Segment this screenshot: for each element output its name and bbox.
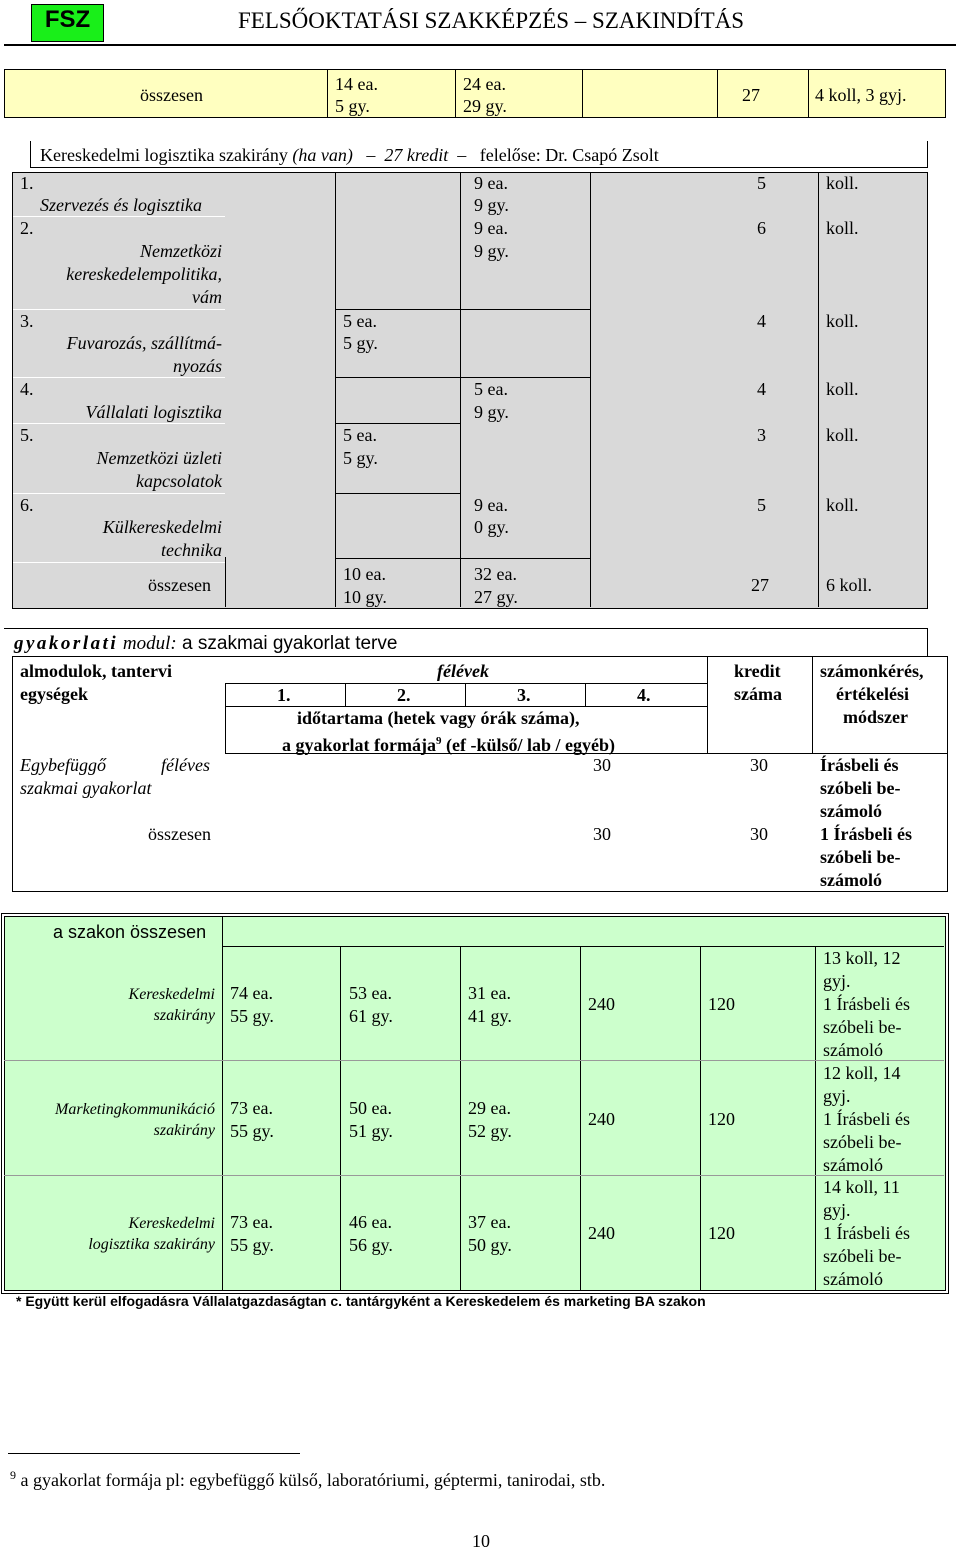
logistics-row-6-name-1: Külkereskedelmi [102,517,222,537]
practice-semester-1: 1. [277,685,291,705]
summary-row-2-c3-gy: 52 gy. [468,1121,512,1141]
summary-row-3-name-1: Kereskedelmi [128,1215,215,1232]
logistics-total-assess: 6 koll. [826,575,873,595]
summary-row-3-c1-ea: 73 ea. [230,1212,273,1232]
summary-row-2-name-1: Marketingkommunikáció [55,1101,215,1118]
summary-row-2-c1-gy: 55 gy. [230,1121,274,1141]
summary-row-3-c3-ea: 37 ea. [468,1212,511,1232]
logistics-row-1-kredit: 5 [757,173,766,193]
logistics-row-3-kredit: 4 [757,311,766,331]
logistics-row-5-s1-gy: 5 gy. [343,448,378,468]
summary-row-2-assess: 12 koll, 14 gyj. 1 Írásbeli és szóbeli be- számoló [823,1063,910,1175]
summary-row-1-assess: 13 koll, 12 gyj. 1 Írásbeli és szóbeli be- számoló [823,948,910,1060]
practice-total-assess-3: számoló [820,870,882,890]
logistics-row-6-assess: koll. [826,495,859,515]
logistics-row-4-s2-ea: 5 ea. [474,379,508,399]
practice-col-semesters: félévek [437,661,489,681]
logistics-row-4-kredit: 4 [757,379,766,399]
practice-row-assess-1: Írásbeli és [820,755,899,775]
summary-row-3-kredit: 120 [708,1223,735,1243]
top-total-sem2-gy: 29 gy. [463,96,507,116]
practice-col-units-2: egységek [20,684,88,704]
logistics-row-6-s2-gy: 0 gy. [474,517,509,537]
summary-row-3-c2-ea: 46 ea. [349,1212,392,1232]
summary-row-3-hours: 240 [588,1223,615,1243]
logistics-row-3-name-1: Fuvarozás, szállítmá- [66,333,222,353]
top-total-kredit: 27 [742,85,760,105]
logistics-row-3-name-2: nyozás [173,356,222,376]
logistics-row-4-s2-gy: 9 gy. [474,402,509,422]
document-title: FELSŐOKTATÁSI SZAKKÉPZÉS – SZAKINDÍTÁS [238,8,745,33]
practice-semester-3: 3. [517,685,531,705]
summary-row-2-name-2: szakirány [153,1122,215,1139]
logistics-row-1-s2-ea: 9 ea. [474,173,508,193]
practice-col-assess-1: számonkérés, [820,661,924,681]
practice-semester-4: 4. [637,685,651,705]
summary-row-1-c3-ea: 31 ea. [468,983,511,1003]
logistics-row-5-name-1: Nemzetközi üzleti [96,448,222,468]
practice-col-assess-2: értékelési [836,684,909,704]
practice-row-name-2: féléves [161,755,210,775]
summary-row-1-kredit: 120 [708,994,735,1014]
practice-col-assess-3: módszer [843,707,908,727]
summary-row-2-c1-ea: 73 ea. [230,1098,273,1118]
practice-total-kredit: 30 [750,824,768,844]
summary-row-1-name-2: szakirány [153,1007,215,1024]
practice-duration-2: a gyakorlat formája$^9$ (ef -külső/ lab / egyéb) [282,735,615,755]
logistics-row-2-kredit: 6 [757,218,766,238]
logistics-row-5-name-2: kapcsolatok [136,471,222,491]
specialization-header: Kereskedelmi logisztika szakirány (ha van) – 27 kredit – felelőse: Dr. Csapó Zsolt [40,145,659,165]
logistics-total-kredit: 27 [751,575,769,595]
summary-row-1-name-1: Kereskedelmi [128,986,215,1003]
top-total-sem1-ea: 14 ea. [335,74,378,94]
logistics-row-4-num: 4. [20,379,34,399]
summary-row-3-c3-gy: 50 gy. [468,1235,512,1255]
practice-row-name-1: Egybefüggő [20,755,106,775]
logistics-row-1-num: 1. [20,173,34,193]
practice-total-assess-1: 1 Írásbeli és [820,824,912,844]
practice-total-label: összesen [148,824,211,844]
top-total-assess: 4 koll, 3 gyj. [815,85,907,105]
logistics-row-2-name-3: vám [192,287,222,307]
logistics-total-s1-gy: 10 gy. [343,587,387,607]
logistics-row-5-kredit: 3 [757,425,766,445]
logistics-row-4-name: Vállalati logisztika [85,402,222,422]
practice-row-assess-3: számoló [820,801,882,821]
practice-semester-2: 2. [397,685,411,705]
logistics-total-s2-gy: 27 gy. [474,587,518,607]
logistics-row-1-name: Szervezés és logisztika [40,195,202,215]
summary-row-1-c2-gy: 61 gy. [349,1006,393,1026]
logistics-row-3-s1-gy: 5 gy. [343,333,378,353]
logistics-row-3-num: 3. [20,311,34,331]
logistics-row-2-name-2: kereskedelempolitika, [66,264,222,284]
summary-note: * Együtt kerül elfogadásra Vállalatgazdaságtan c. tantárgyként a Kereskedelem és marketing BA szakon [16,1293,706,1309]
logistics-row-6-s2-ea: 9 ea. [474,495,508,515]
logistics-row-6-name-2: technika [161,540,222,560]
practice-duration-1: időtartama (hetek vagy órák száma), [297,708,580,728]
footnote: $^9$ a gyakorlat formája pl: egybefüggő külső, laboratóriumi, géptermi, tanirodai, stb. [10,1468,606,1490]
summary-row-2-c2-gy: 51 gy. [349,1121,393,1141]
logistics-total-label: összesen [148,575,211,595]
summary-title: a szakon összesen [53,922,207,942]
logistics-row-2-s2-ea: 9 ea. [474,218,508,238]
logistics-row-2-s2-gy: 9 gy. [474,241,509,261]
summary-row-3-assess: 14 koll, 11 gyj. 1 Írásbeli és szóbeli be- számoló [823,1177,910,1289]
summary-row-2-c3-ea: 29 ea. [468,1098,511,1118]
practice-row-kredit: 30 [750,755,768,775]
practice-row-value: 30 [593,755,611,775]
practice-row-assess-2: szóbeli be- [820,778,901,798]
summary-row-3-name-2: logisztika szakirány [88,1236,215,1253]
logistics-row-2-num: 2. [20,218,34,238]
summary-row-2-hours: 240 [588,1109,615,1129]
practice-col-kredit-2: száma [734,684,782,704]
logistics-row-6-num: 6. [20,495,34,515]
logistics-row-6-kredit: 5 [757,495,766,515]
summary-row-2-c2-ea: 50 ea. [349,1098,392,1118]
logistics-row-1-s2-gy: 9 gy. [474,195,509,215]
top-total-sem2-ea: 24 ea. [463,74,506,94]
logistics-table [12,172,928,609]
summary-row-1-c2-ea: 53 ea. [349,983,392,1003]
summary-row-1-c1-gy: 55 gy. [230,1006,274,1026]
top-total-sem1-gy: 5 gy. [335,96,370,116]
summary-row-3-c2-gy: 56 gy. [349,1235,393,1255]
top-total-label: összesen [140,85,203,105]
practice-col-units-1: almodulok, tantervi [20,661,173,681]
logistics-row-5-assess: koll. [826,425,859,445]
practice-total-value: 30 [593,824,611,844]
logistics-row-3-assess: koll. [826,311,859,331]
summary-row-3-c1-gy: 55 gy. [230,1235,274,1255]
page-number: 10 [472,1531,490,1551]
logistics-row-2-assess: koll. [826,218,859,238]
practice-table [12,656,948,892]
logistics-row-1-assess: koll. [826,173,859,193]
logistics-row-4-assess: koll. [826,379,859,399]
logistics-row-5-s1-ea: 5 ea. [343,425,377,445]
practice-total-assess-2: szóbeli be- [820,847,901,867]
summary-row-2-kredit: 120 [708,1109,735,1129]
logistics-total-s1-ea: 10 ea. [343,564,386,584]
practice-row-name-3: szakmai gyakorlat [20,778,152,798]
practice-col-kredit-1: kredit [734,661,781,681]
logistics-total-s2-ea: 32 ea. [474,564,517,584]
fsz-badge-label: FSZ [44,6,91,33]
logistics-row-2-name-1: Nemzetközi [140,241,222,261]
logistics-row-3-s1-ea: 5 ea. [343,311,377,331]
logistics-row-5-num: 5. [20,425,34,445]
practice-module-title: gyakorlati modul: a szakmai gyakorlat terve [14,633,398,654]
summary-row-1-c3-gy: 41 gy. [468,1006,512,1026]
summary-row-1-c1-ea: 74 ea. [230,983,273,1003]
summary-row-1-hours: 240 [588,994,615,1014]
